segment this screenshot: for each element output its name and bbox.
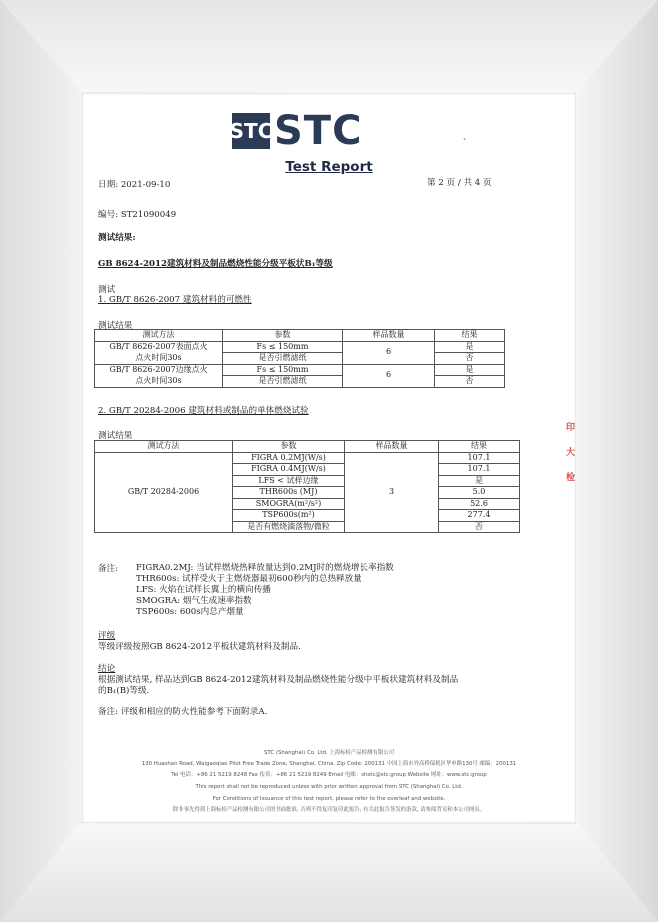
report-page	[82, 93, 576, 823]
table-cell: 点火时间30s	[95, 353, 223, 365]
table-header: 结果	[435, 330, 505, 342]
table-cell: Fs ≤ 150mm	[223, 341, 343, 353]
table-cell: FIGRA 0.4MJ(W/s)	[233, 464, 345, 476]
notes-label: 备注:	[98, 564, 119, 574]
table-cell: 52.6	[439, 498, 520, 510]
standard-heading: GB 8624-2012建筑材料及制品燃烧性能分级平板状B₁等级	[98, 259, 333, 269]
rating-text: 等级评级按照GB 8624-2012平板状建筑材料及制品.	[98, 642, 301, 652]
table-header: 参数	[233, 441, 345, 453]
conclusion-line: 的B₁(B)等级.	[98, 686, 150, 696]
table-cell: 是	[435, 341, 505, 353]
table-header: 测试方法	[95, 330, 223, 342]
footer-disclaimer: This report shall not be reproduced unless with prior written approval from STC (Shanghai) Co. Ltd.	[195, 784, 463, 790]
section1-results-label: 测试结果	[98, 321, 133, 331]
frame-right-bevel	[576, 0, 658, 922]
stc-logo-mark: STC	[232, 113, 270, 149]
table-cell: 5.0	[439, 487, 520, 499]
frame-left-bevel	[0, 0, 82, 922]
section1-label: 测试	[98, 285, 116, 295]
footer-company: STC (Shanghai) Co. Ltd. 上海标检产品检测有限公司	[263, 750, 395, 756]
page-indicator: 第 2 页 / 共 4 页	[427, 178, 492, 188]
note-line: SMOGRA: 烟气生成速率指数	[136, 596, 252, 606]
table-cell: 是	[439, 475, 520, 487]
note-line: TSP600s: 600s内总产烟量	[136, 607, 244, 617]
table-cell: GB/T 20284-2006	[95, 452, 233, 533]
section2-results-label: 测试结果	[98, 431, 133, 441]
table-cell: LFS < 试样边缘	[233, 475, 345, 487]
table-cell: THR600s (MJ)	[233, 487, 345, 499]
results-heading: 测试结果:	[98, 233, 136, 243]
frame-top-bevel	[0, 0, 658, 92]
table-cell: 是	[435, 364, 505, 376]
table-cell: 点火时间30s	[95, 376, 223, 388]
table-cell: 3	[345, 452, 439, 533]
table-cell: 107.1	[439, 464, 520, 476]
red-seal-stamp-fragment: 印 大 检	[566, 423, 576, 483]
section1-title: 1. GB/T 8626-2007 建筑材料的可燃性	[98, 295, 252, 305]
table-cell: 6	[343, 364, 435, 387]
table-cell: 6	[343, 341, 435, 364]
table-cell: 是否引燃滤纸	[223, 353, 343, 365]
table-header: 样品数量	[345, 441, 439, 453]
note-line: LFS: 火焰在试样长翼上的横向传播	[136, 585, 271, 595]
table-cell: 否	[439, 521, 520, 533]
table-row	[95, 364, 505, 376]
report-number: 编号: ST21090049	[98, 210, 177, 220]
table-cell: TSP600s(m²)	[233, 510, 345, 522]
table-header-row	[95, 441, 520, 453]
frame-bottom-bevel	[0, 824, 658, 922]
rating-label: 评级	[98, 631, 116, 641]
table-cell: Fs ≤ 150mm	[223, 364, 343, 376]
table-cell: GB/T 8626-2007表面点火	[95, 341, 223, 353]
note-line: FIGRA0.2MJ: 当试样燃烧热释放量达到0.2MJ时的燃烧增长率指数	[136, 563, 394, 573]
table-row	[95, 353, 505, 365]
table-cell: 277.4	[439, 510, 520, 522]
flammability-table	[94, 329, 505, 388]
footer-conditions: For Conditions of Issuance of this test report, please refer to the overleaf and website.	[212, 796, 446, 802]
table-cell: FIGRA 0.2MJ(W/s)	[233, 452, 345, 464]
table-row	[95, 452, 520, 464]
table-cell: GB/T 8626-2007边缘点火	[95, 364, 223, 376]
table-cell: 是否有燃烧滴落物/微粒	[233, 521, 345, 533]
report-date: 日期: 2021-09-10	[98, 180, 171, 190]
footer-contact: Tel 电话：+86 21 5219 8248 Fax 传真：+86 21 5219 8249 Email 电邮：shstc@stc.group Website 网址：www.stc.group	[171, 772, 487, 778]
table-cell: 否	[435, 376, 505, 388]
sbi-table	[94, 440, 520, 533]
table-header: 参数	[223, 330, 343, 342]
stc-logo	[229, 108, 363, 154]
footer-address: 130 Huashan Road, Waigaoqiao Pilot Free Trade Zone, Shanghai, China. Zip Code: 200131 中国上海市外高桥保税区华申路130号 邮编：200131	[141, 761, 517, 767]
table-header: 样品数量	[343, 330, 435, 342]
table-cell: 否	[435, 353, 505, 365]
table-header-row	[95, 330, 505, 342]
appendix-remark: 备注: 评级和相应的防火性能参考下面附录A.	[98, 707, 268, 717]
conclusion-label: 结论	[98, 664, 116, 674]
footer-chinese-notice: 除非事先得到上海标检产品检测有限公司的书面批准, 否则不得复印复印此报告, 有关此报告签发的条款, 请参阅背页和本公司网页。	[172, 807, 486, 813]
table-cell: SMOGRA(m²/s²)	[233, 498, 345, 510]
table-row	[95, 341, 505, 353]
table-header: 结果	[439, 441, 520, 453]
conclusion-line: 根据测试结果, 样品达到GB 8624-2012建筑材料及制品燃烧性能分级中平板状建筑材料及制品	[98, 675, 459, 685]
tick-mark: 、	[463, 132, 471, 141]
stc-logo-text: STC	[274, 108, 363, 154]
report-title: Test Report	[285, 159, 373, 175]
table-cell: 是否引燃滤纸	[223, 376, 343, 388]
table-row	[95, 376, 505, 388]
section2-title: 2. GB/T 20284-2006 建筑材料或制品的单体燃烧试验	[98, 406, 309, 416]
note-line: THR600s: 试样受火于主燃烧器最初600秒内的总热释放量	[136, 574, 362, 584]
table-cell: 107.1	[439, 452, 520, 464]
table-header: 测试方法	[95, 441, 233, 453]
